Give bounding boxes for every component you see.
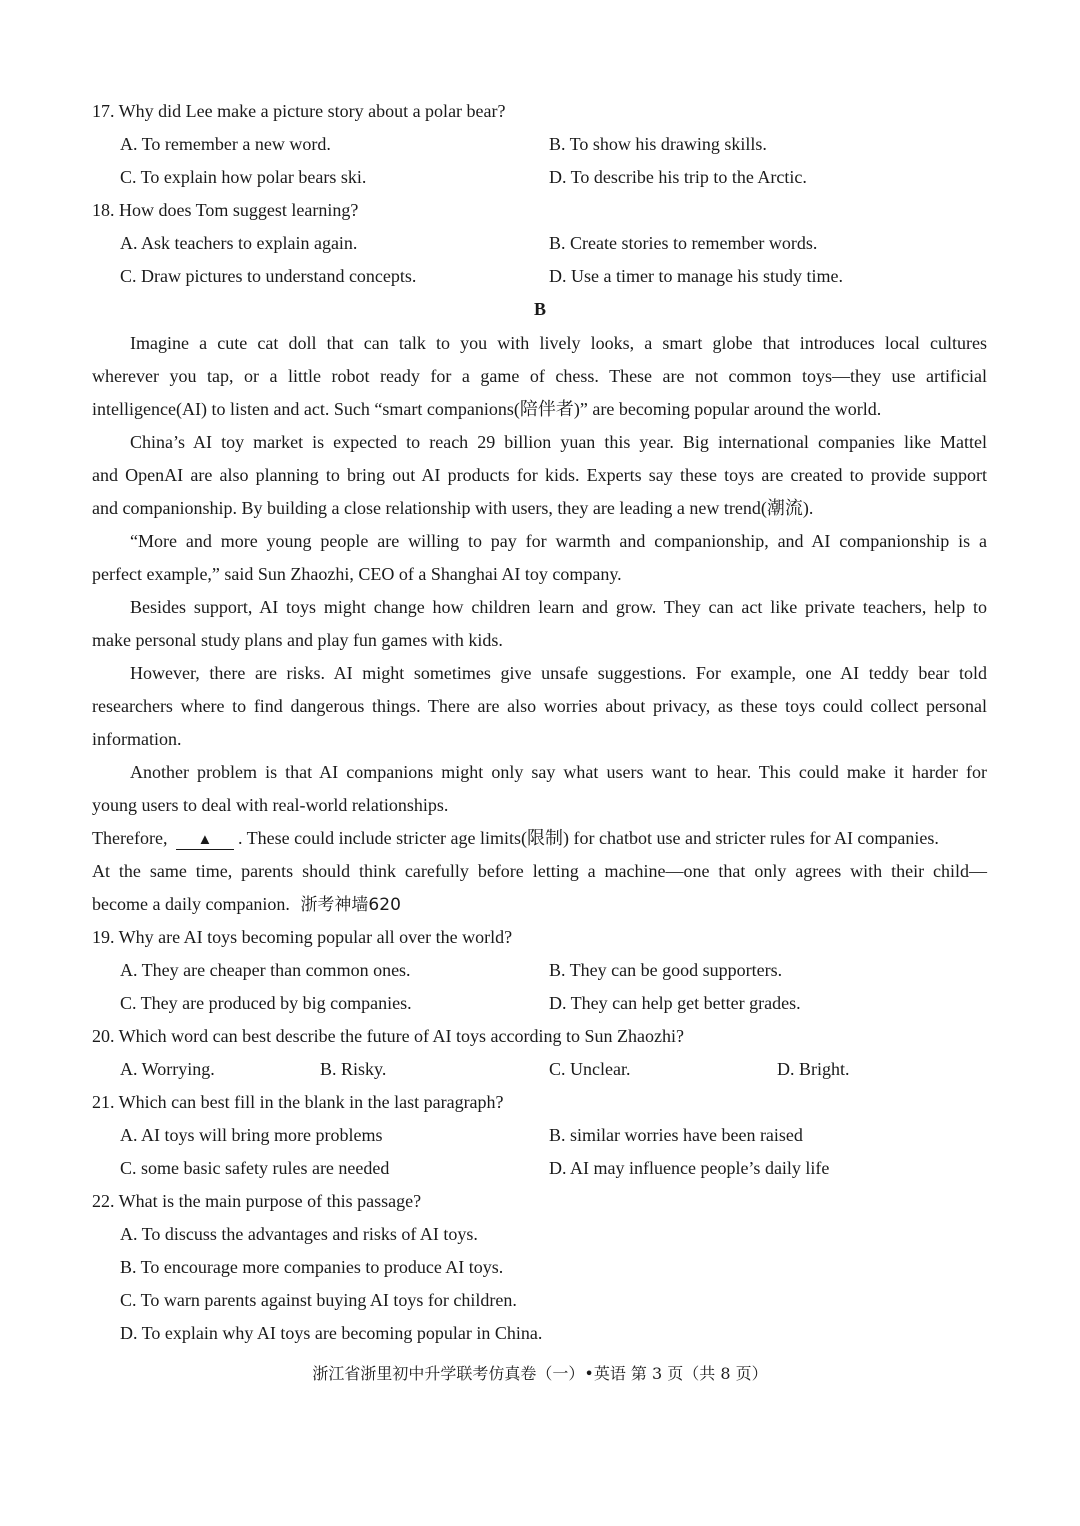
question-20-option-c: C. Unclear. bbox=[549, 1059, 631, 1079]
passage-line: wherever you tap, or a little robot ready for a game of chess. These are not common toys—they use artificial bbox=[92, 366, 987, 386]
question-18-stem: 18. How does Tom suggest learning? bbox=[92, 200, 359, 220]
question-22-option-a: A. To discuss the advantages and risks of AI toys. bbox=[120, 1224, 478, 1244]
passage-line bbox=[92, 893, 987, 916]
passage-text: become a daily companion. bbox=[92, 894, 290, 914]
answer-blank: ▲ bbox=[176, 831, 234, 850]
question-22-option-d: D. To explain why AI toys are becoming popular in China. bbox=[120, 1323, 543, 1343]
passage-line: perfect example,” said Sun Zhaozhi, CEO of a Shanghai AI toy company. bbox=[92, 564, 622, 584]
question-20-option-a: A. Worrying. bbox=[120, 1059, 215, 1079]
passage-line: researchers where to find dangerous things. There are also worries about privacy, as these toys could collect personal bbox=[92, 696, 987, 716]
question-20-option-b: B. Risky. bbox=[320, 1059, 387, 1079]
passage-line: “More and more young people are willing to pay for warmth and companionship, and AI companionship is a bbox=[130, 531, 987, 551]
question-18-option-b: B. Create stories to remember words. bbox=[549, 233, 818, 253]
question-17-stem: 17. Why did Lee make a picture story about a polar bear? bbox=[92, 101, 506, 121]
passage-line: make personal study plans and play fun games with kids. bbox=[92, 630, 503, 650]
question-21-stem: 21. Which can best fill in the blank in the last paragraph? bbox=[92, 1092, 504, 1112]
question-17-option-d: D. To describe his trip to the Arctic. bbox=[549, 167, 807, 187]
question-21-option-b: B. similar worries have been raised bbox=[549, 1125, 803, 1145]
passage-line: young users to deal with real-world relationships. bbox=[92, 795, 449, 815]
question-19-stem: 19. Why are AI toys becoming popular all over the world? bbox=[92, 927, 513, 947]
passage-line: Imagine a cute cat doll that can talk to you with lively looks, a smart globe that introduces local cultures bbox=[130, 333, 987, 353]
passage-line: and OpenAI are also planning to bring out AI products for kids. Experts say these toys are created to provide support bbox=[92, 465, 987, 485]
question-22-option-c: C. To warn parents against buying AI toys for children. bbox=[120, 1290, 517, 1310]
question-21-option-c: C. some basic safety rules are needed bbox=[120, 1158, 390, 1178]
question-18-option-c: C. Draw pictures to understand concepts. bbox=[120, 266, 417, 286]
question-17-option-b: B. To show his drawing skills. bbox=[549, 134, 767, 154]
question-18-option-d: D. Use a timer to manage his study time. bbox=[549, 266, 843, 286]
question-20-stem: 20. Which word can best describe the future of AI toys according to Sun Zhaozhi? bbox=[92, 1026, 684, 1046]
question-19-option-d: D. They can help get better grades. bbox=[549, 993, 801, 1013]
question-22-option-b: B. To encourage more companies to produce AI toys. bbox=[120, 1257, 504, 1277]
passage-line: Another problem is that AI companions might only say what users want to hear. This could make it harder for bbox=[130, 762, 987, 782]
passage-line-with-blank bbox=[92, 827, 987, 850]
passage-text: . These could include stricter age limits(限制) for chatbot use and stricter rules for AI companies. bbox=[237, 828, 939, 848]
question-17-option-c: C. To explain how polar bears ski. bbox=[120, 167, 367, 187]
question-21-option-a: A. AI toys will bring more problems bbox=[120, 1125, 383, 1145]
passage-line: information. bbox=[92, 729, 182, 749]
question-19-option-b: B. They can be good supporters. bbox=[549, 960, 783, 980]
watermark-text: 浙考神墙620 bbox=[300, 895, 401, 915]
page-footer: 浙江省浙里初中升学联考仿真卷（一）•英语 第 3 页（共 8 页） bbox=[312, 1364, 768, 1383]
passage-line: China’s AI toy market is expected to reach 29 billion yuan this year. Big international companies like Mattel bbox=[130, 432, 987, 452]
passage-text: Therefore, bbox=[92, 828, 168, 848]
passage-line: Besides support, AI toys might change how children learn and grow. They can act like private teachers, help to bbox=[130, 597, 987, 617]
passage-line: intelligence(AI) to listen and act. Such “smart companions(陪伴者)” are becoming popular around the world. bbox=[92, 399, 882, 419]
question-17-option-a: A. To remember a new word. bbox=[120, 134, 331, 154]
question-19-option-a: A. They are cheaper than common ones. bbox=[120, 960, 411, 980]
question-20-option-d: D. Bright. bbox=[777, 1059, 850, 1079]
passage-line: At the same time, parents should think carefully before letting a machine—one that only agrees with their child— bbox=[92, 861, 987, 881]
passage-line: However, there are risks. AI might sometimes give unsafe suggestions. For example, one AI teddy bear told bbox=[130, 663, 987, 683]
passage-line: and companionship. By building a close relationship with users, they are leading a new trend(潮流). bbox=[92, 498, 814, 518]
question-22-stem: 22. What is the main purpose of this passage? bbox=[92, 1191, 422, 1211]
question-18-option-a: A. Ask teachers to explain again. bbox=[120, 233, 358, 253]
section-heading: B bbox=[533, 299, 546, 319]
question-19-option-c: C. They are produced by big companies. bbox=[120, 993, 412, 1013]
question-21-option-d: D. AI may influence people’s daily life bbox=[549, 1158, 830, 1178]
